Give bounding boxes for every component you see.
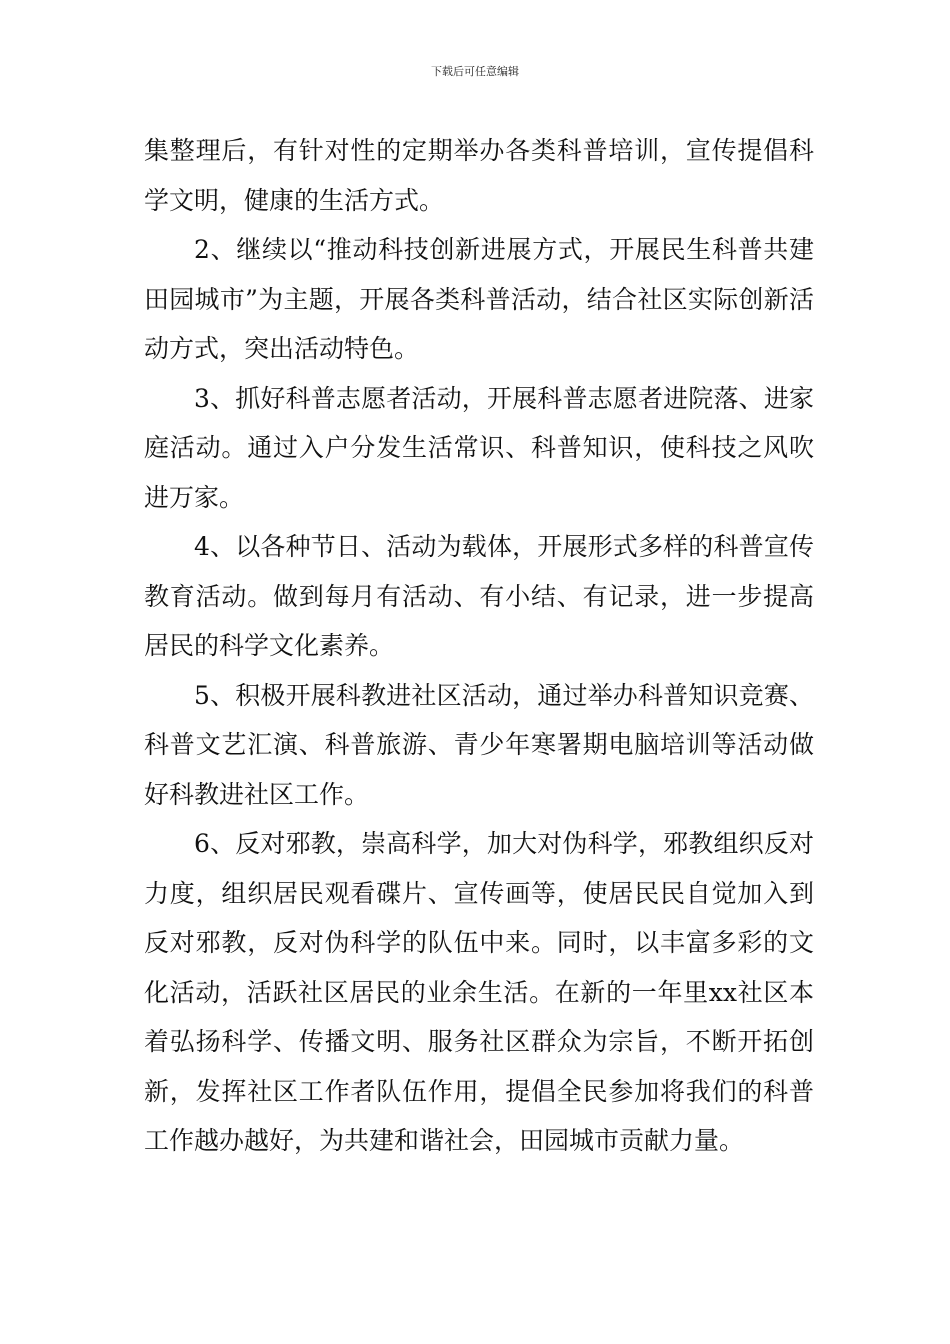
page-header-note: 下载后可任意编辑 xyxy=(431,65,519,78)
paragraph-item-6: 6、反对邪教，崇高科学，加大对伪科学，邪教组织反对力度，组织居民观看碟片、宣传画等，使居民民自觉加入到反对邪教，反对伪科学的队伍中来。同时，以丰富多彩的文化活动，活跃社区居民的业余生活。在新的一年里xx社区本着弘扬科学、传播文明、服务社区群众为宗旨，不断开拓创新，发挥社区工作者队伍作用，提倡全民参加将我们的科普工作越办越好，为共建和谐社会，田园城市贡献力量。 xyxy=(144,829,814,1155)
paragraph-item-5: 5、积极开展科教进社区活动，通过举办科普知识竞赛、科普文艺汇演、科普旅游、青少年寒署期电脑培训等活动做好科教进社区工作。 xyxy=(144,680,814,809)
paragraph-item-2: 2、继续以“推动科技创新进展方式，开展民生科普共建田园城市”为主题，开展各类科普活动，结合社区实际创新活动方式，突出活动特色。 xyxy=(144,235,814,363)
document-body xyxy=(144,126,814,1166)
paragraph-item-3: 3、抓好科普志愿者活动，开展科普志愿者进院落、进家庭活动。通过入户分发生活常识、科普知识，使科技之风吹进万家。 xyxy=(144,383,814,512)
paragraph-continuation: 集整理后，有针对性的定期举办各类科普培训，宣传提倡科学文明，健康的生活方式。 xyxy=(144,136,814,215)
paragraph-item-4: 4、以各种节日、活动为载体，开展形式多样的科普宣传教育活动。做到每月有活动、有小结、有记录，进一步提高居民的科学文化素养。 xyxy=(144,532,814,660)
